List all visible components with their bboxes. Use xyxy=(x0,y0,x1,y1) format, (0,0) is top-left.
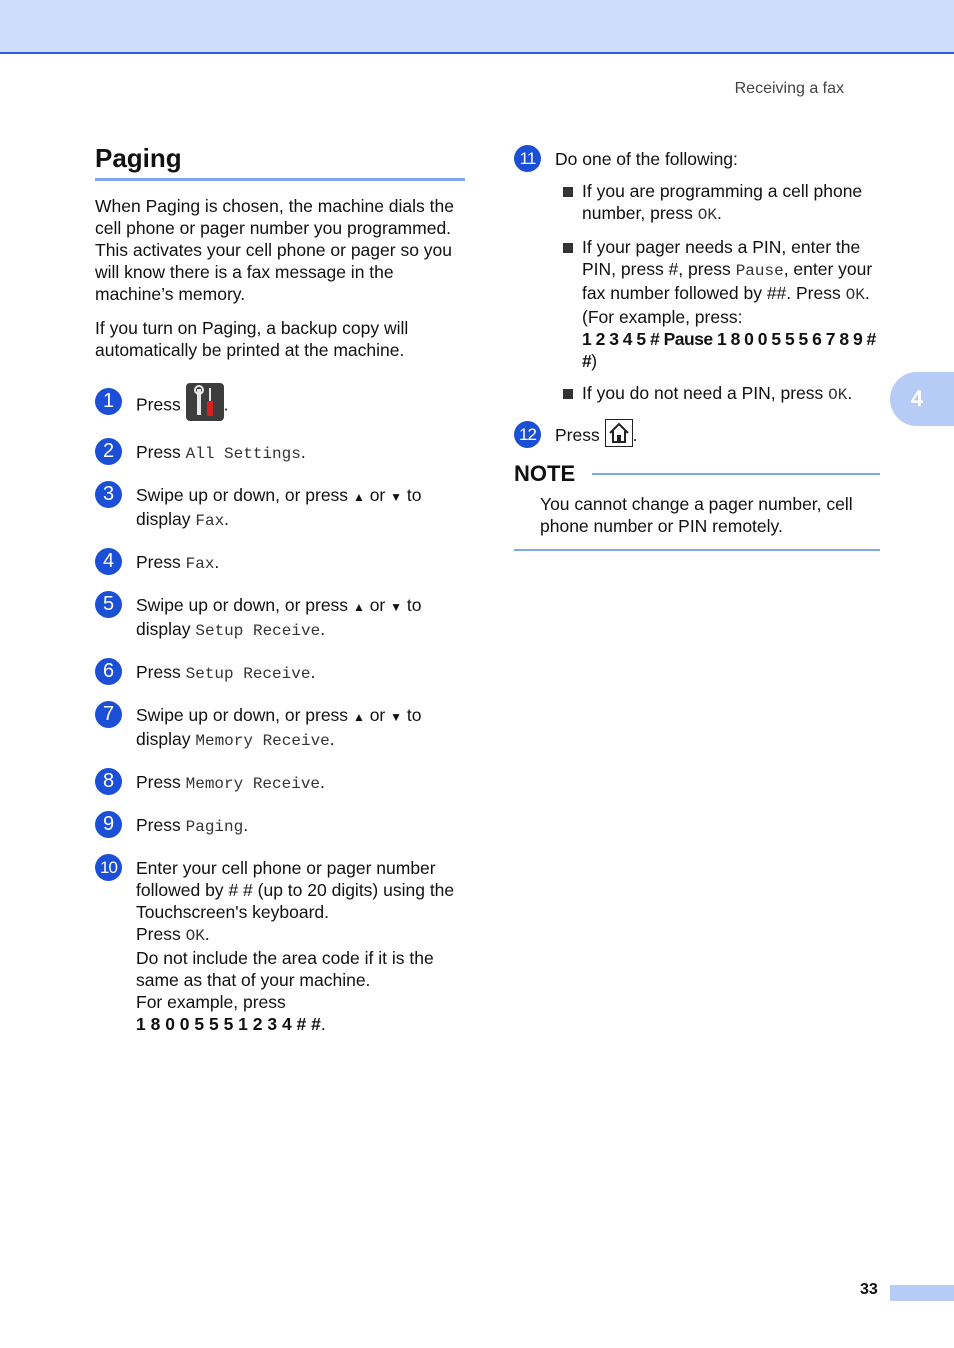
note-rule xyxy=(592,473,880,475)
intro-paragraph-2: If you turn on Paging, a backup copy will automatically be printed at the machine. xyxy=(95,318,409,360)
step-12: 12 Press . xyxy=(514,424,884,447)
menu-option-setup-receive: Setup Receive xyxy=(195,622,321,640)
step-10: 10 Enter your cell phone or pager number followed by # # (up to 20 digits) using the Touchscreen's keyboard. Press OK. Do not include the area code if it is the same as that of your machine. For example, press 1 8 0 0 5 5 5 1 2 3 4 # #. xyxy=(95,857,465,1035)
step-3: 3 Swipe up or down, or press ▲ or ▼ to display Fax. xyxy=(95,484,465,532)
step-11: 11 Do one of the following: xyxy=(514,148,884,170)
list-item: If your pager needs a PIN, enter the PIN, press #, press Pause, enter your fax number followed by ##. Press OK. (For example, press: 1 2 3 4 5 # Pause 1 8 0 0 5 5 5 6 7 8 9 # #) xyxy=(582,236,884,372)
up-arrow-icon: ▲ xyxy=(352,710,365,724)
home-icon xyxy=(605,419,633,447)
section-title: Paging xyxy=(95,143,465,181)
step-number-badge: 9 xyxy=(95,811,122,838)
step-number-badge: 5 xyxy=(95,591,122,618)
step-5: 5 Swipe up or down, or press ▲ or ▼ to display Setup Receive. xyxy=(95,594,465,642)
menu-option-memory-receive: Memory Receive xyxy=(195,732,330,750)
step-4: 4 Press Fax. xyxy=(95,551,465,575)
page-number-bar xyxy=(890,1285,954,1301)
menu-option-all-settings: All Settings xyxy=(185,445,301,463)
step-6: 6 Press Setup Receive. xyxy=(95,661,465,685)
running-header: Receiving a fax xyxy=(734,80,844,97)
menu-option-fax: Fax xyxy=(185,555,215,573)
up-arrow-icon: ▲ xyxy=(352,600,365,614)
ok-button-label: OK xyxy=(185,927,205,945)
step-number-badge: 8 xyxy=(95,768,122,795)
down-arrow-icon: ▼ xyxy=(390,490,403,504)
top-header-band xyxy=(0,0,954,54)
right-column xyxy=(514,143,884,551)
step-2: 2 Press All Settings. xyxy=(95,441,465,465)
menu-option-paging: Paging xyxy=(185,818,244,836)
menu-option-memory-receive: Memory Receive xyxy=(185,775,321,793)
step-1: 1 Press . xyxy=(95,391,465,421)
example-number: 1 8 0 0 5 5 5 1 2 3 4 # # xyxy=(136,1014,321,1034)
step-number-badge: 10 xyxy=(95,854,122,881)
menu-option-setup-receive: Setup Receive xyxy=(185,665,311,683)
page-number: 33 xyxy=(860,1281,878,1298)
list-item: If you are programming a cell phone number, press OK. xyxy=(582,180,884,226)
step-number-badge: 3 xyxy=(95,481,122,508)
step-number-badge: 7 xyxy=(95,701,122,728)
step-number-badge: 1 xyxy=(95,388,122,415)
intro-paragraph-1: When Paging is chosen, the machine dials the cell phone or pager number you programmed. This activates your cell phone or pager so you will know there is a fax message in the machine’s memory. xyxy=(95,196,454,304)
step-number-badge: 2 xyxy=(95,438,122,465)
note-header xyxy=(514,461,884,487)
step-number-badge: 12 xyxy=(514,421,541,448)
step-7: 7 Swipe up or down, or press ▲ or ▼ to display Memory Receive. xyxy=(95,704,465,752)
menu-option-fax: Fax xyxy=(195,512,225,530)
up-arrow-icon: ▲ xyxy=(352,490,365,504)
list-item: If you do not need a PIN, press OK. xyxy=(582,382,884,406)
step-number-badge: 11 xyxy=(514,145,541,172)
options-list xyxy=(514,180,884,406)
example-pin-sequence: 1 2 3 4 5 # Pause 1 8 0 0 5 5 5 6 7 8 9 # # xyxy=(582,329,876,371)
down-arrow-icon: ▼ xyxy=(390,710,403,724)
step-number-badge: 6 xyxy=(95,658,122,685)
chapter-tab: 4 xyxy=(890,372,954,426)
step-text: Press xyxy=(136,394,181,415)
down-arrow-icon: ▼ xyxy=(390,600,403,614)
step-9: 9 Press Paging. xyxy=(95,814,465,838)
settings-tools-icon xyxy=(186,383,224,421)
step-number-badge: 4 xyxy=(95,548,122,575)
note-text: You cannot change a pager number, cell phone number or PIN remotely. xyxy=(514,487,880,551)
step-8: 8 Press Memory Receive. xyxy=(95,771,465,795)
note-label: NOTE xyxy=(514,461,589,486)
left-column xyxy=(95,143,465,1035)
